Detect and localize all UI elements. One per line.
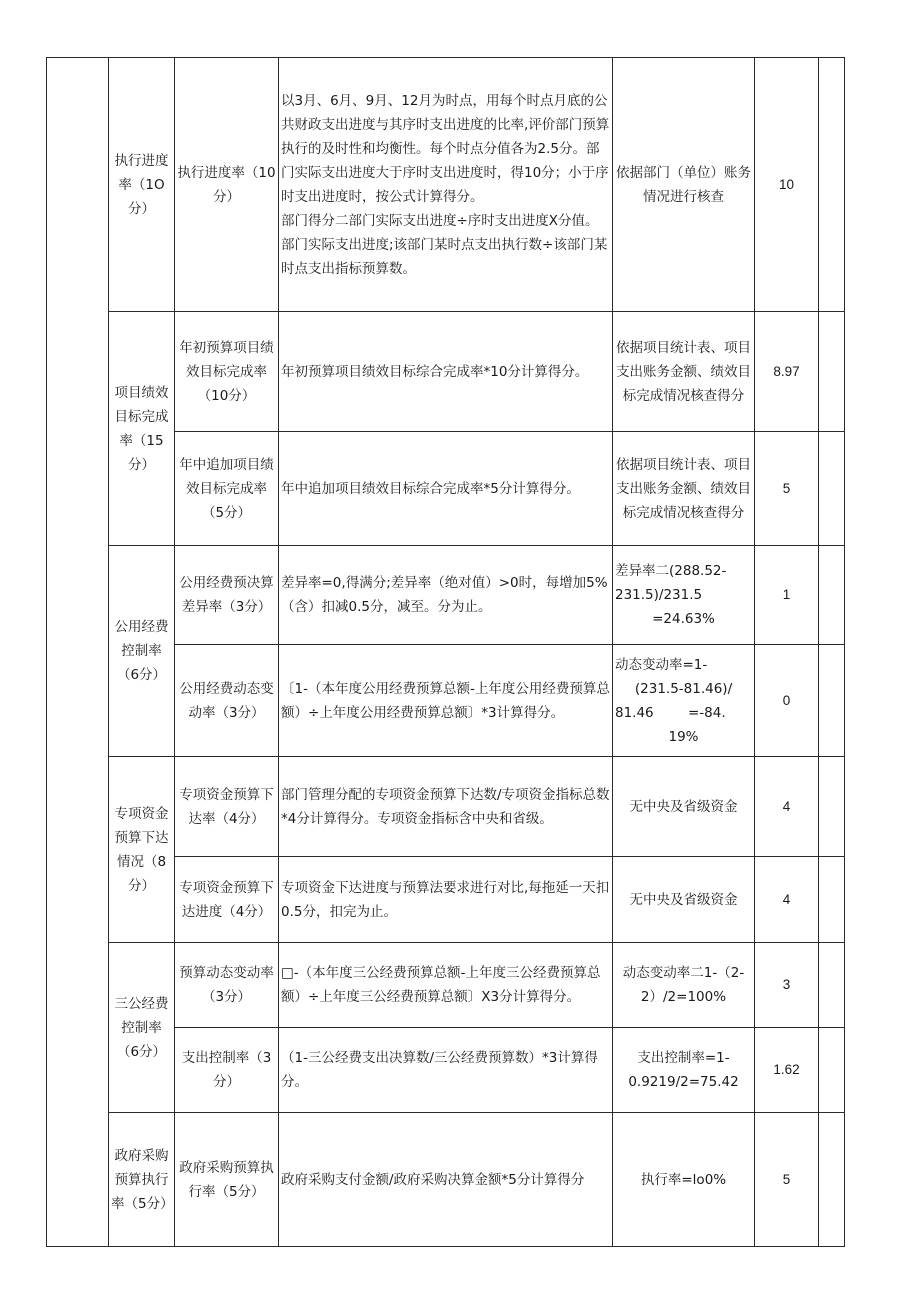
basis-text: 0.9219/2=75.42: [628, 1074, 739, 1090]
rule-cell: 年中追加项目绩效目标综合完成率*5分计算得分。: [279, 432, 613, 546]
indicator-cell: 公用经费预决算差异率（3分）: [175, 546, 279, 645]
rule-cell: 专项资金下达进度与预算法要求进行对比,每拖延一天扣0.5分，扣完为止。: [279, 857, 613, 943]
basis-cell: 依据部门（单位）账务情况进行核查: [613, 58, 755, 312]
remark-cell: [819, 312, 845, 432]
basis-cell: 动态变动率二1-（2-2）/2=100%: [613, 943, 755, 1028]
table-row: [47, 757, 845, 857]
basis-text: 支出控制率=1-: [637, 1050, 730, 1066]
basis-text: =24.63%: [652, 611, 715, 627]
table-row: [47, 1113, 845, 1247]
category-cell: 专项资金预算下达情况（8分）: [109, 757, 175, 943]
rule-text: 部门实际支出进度;该部门某时点支出执行数÷该部门某时点支出指标预算数。: [281, 236, 608, 277]
table-row: [47, 943, 845, 1028]
basis-text: 动态变动率=1-: [615, 656, 708, 673]
indicator-cell: 专项资金预算下达进度（4分）: [175, 857, 279, 943]
category-cell: 三公经费控制率（6分）: [109, 943, 175, 1113]
indicator-cell: 专项资金预算下达率（4分）: [175, 757, 279, 857]
indicator-cell: 预算动态变动率（3分）: [175, 943, 279, 1028]
table-row: [47, 546, 845, 645]
rule-cell: 〔1-（本年度公用经费预算总额-上年度公用经费预算总额）÷上年度公用经费预算总额〕*3计算得分。: [279, 645, 613, 757]
rule-cell: □-（本年度三公经费预算总额-上年度三公经费预算总额）÷上年度三公经费预算总额〕X3分计算得分。: [279, 943, 613, 1028]
score-cell: 10: [755, 58, 819, 312]
indicator-cell: 年初预算项目绩效目标完成率（10分）: [175, 312, 279, 432]
basis-cell: [613, 1028, 755, 1113]
remark-cell: [819, 1028, 845, 1113]
basis-cell: 执行率=lo0%: [613, 1113, 755, 1247]
category-cell: 执行进度率（1O分）: [109, 58, 175, 312]
remark-cell: [819, 645, 845, 757]
basis-cell: 无中央及省级资金: [613, 857, 755, 943]
score-cell: 3: [755, 943, 819, 1028]
evaluation-table: [46, 57, 845, 1247]
score-cell: 8.97: [755, 312, 819, 432]
category-cell: 政府采购预算执行率（5分）: [109, 1113, 175, 1247]
basis-text: 19%: [668, 728, 699, 745]
rule-text: 以3月、6月、9月、12月为时点，用每个时点月底的公共财政支出进度与其序时支出进度的比率,评价部门预算执行的及时性和均衡性。每个时点分值各为2.5分。部门实际支出进度大于序时支出进度时，得10分；小于序时支出进度时，按公式计算得分。: [281, 92, 610, 205]
outer-blank-cell: [47, 58, 109, 1247]
rule-cell: 差异率=0,得满分;差异率（绝对值）>0时，每增加5%（含）扣减0.5分，减至。分为止。: [279, 546, 613, 645]
indicator-cell: 政府采购预算执行率（5分）: [175, 1113, 279, 1247]
rule-cell: [279, 58, 613, 312]
score-cell: 4: [755, 757, 819, 857]
category-cell: 公用经费控制率（6分）: [109, 546, 175, 757]
indicator-cell: 年中追加项目绩效目标完成率（5分）: [175, 432, 279, 546]
remark-cell: [819, 757, 845, 857]
rule-cell: 年初预算项目绩效目标综合完成率*10分计算得分。: [279, 312, 613, 432]
basis-text: 81.46 =-84.: [615, 704, 726, 721]
remark-cell: [819, 58, 845, 312]
rule-cell: 部门管理分配的专项资金预算下达数/专项资金指标总数*4分计算得分。专项资金指标含中央和省级。: [279, 757, 613, 857]
rule-cell: （1-三公经费支出决算数/三公经费预算数）*3计算得分。: [279, 1028, 613, 1113]
score-cell: 5: [755, 432, 819, 546]
basis-text: (231.5-81.46)/: [634, 680, 733, 697]
basis-cell: 依据项目统计表、项目支出账务金额、绩效目标完成情况核查得分: [613, 312, 755, 432]
basis-cell: 无中央及省级资金: [613, 757, 755, 857]
basis-text: 差异率二(288.52-: [615, 563, 727, 579]
rule-text: 部门得分二部门实际支出进度÷序时支出进度X分值。: [281, 212, 599, 229]
remark-cell: [819, 857, 845, 943]
indicator-cell: 支出控制率（3分）: [175, 1028, 279, 1113]
category-cell: 项目绩效目标完成率（15分）: [109, 312, 175, 546]
table-row: [47, 312, 845, 432]
basis-cell: 依据项目统计表、项目支出账务金额、绩效目标完成情况核查得分: [613, 432, 755, 546]
remark-cell: [819, 432, 845, 546]
remark-cell: [819, 1113, 845, 1247]
indicator-cell: 公用经费动态变动率（3分）: [175, 645, 279, 757]
rule-cell: 政府采购支付金额/政府采购决算金额*5分计算得分: [279, 1113, 613, 1247]
score-cell: 1: [755, 546, 819, 645]
score-cell: 0: [755, 645, 819, 757]
score-cell: 1.62: [755, 1028, 819, 1113]
score-cell: 5: [755, 1113, 819, 1247]
basis-text: 231.5)/231.5: [615, 587, 703, 603]
indicator-cell: 执行进度率（10分）: [175, 58, 279, 312]
table-row: [47, 58, 845, 312]
score-cell: 4: [755, 857, 819, 943]
basis-cell: [613, 546, 755, 645]
basis-cell: [613, 645, 755, 757]
remark-cell: [819, 546, 845, 645]
remark-cell: [819, 943, 845, 1028]
